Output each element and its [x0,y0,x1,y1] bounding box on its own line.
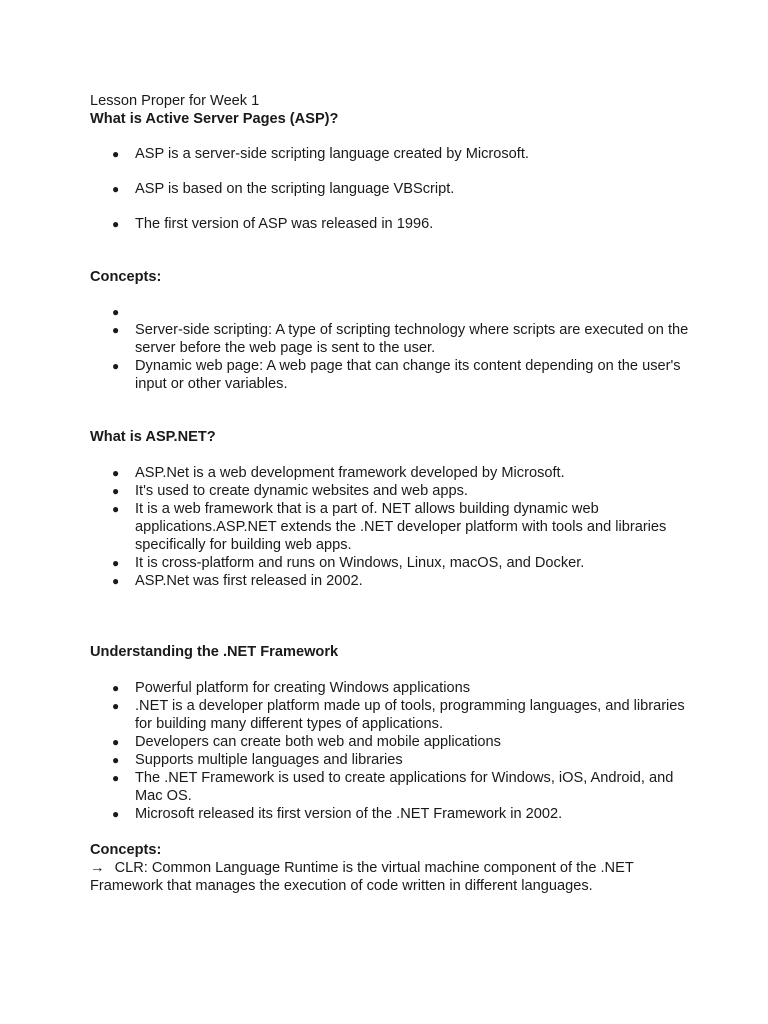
concepts-list [90,303,690,393]
bullet-icon: ● [112,182,120,196]
document-page [90,92,690,895]
list-item: ● Server-side scripting: A type of scripting technology where scripts are executed on the server before the web page is sent to the user. [112,322,689,356]
list-item: ● It is a web framework that is a part of. NET allows building dynamic web applications.ASP.NET extends the .NET developer platform with tools and libraries specifically for building web apps. [112,501,667,553]
bullet-icon: ● [112,502,120,516]
list-item: ● It is cross-platform and runs on Windows, Linux, macOS, and Docker. [112,555,585,571]
aspnet-list [90,464,690,590]
list-item: ● Supports multiple languages and libraries [112,752,403,768]
dotnet-list [90,679,690,823]
list-item: ● Dynamic web page: A web page that can change its content depending on the user's input or other variables. [112,358,681,392]
list-item: ● It's used to create dynamic websites and web apps. [112,483,468,499]
list-item: ● ASP.Net was first released in 2002. [112,573,363,589]
bullet-icon: ● [112,681,120,695]
bullet-icon: ● [112,217,120,231]
list-item: ● Microsoft released its first version of the .NET Framework in 2002. [112,806,563,822]
list-item: ● .NET is a developer platform made up of tools, programming languages, and libraries for building many different types of applications. [112,698,685,732]
clr-paragraph [90,859,690,895]
bullet-icon: ● [112,484,120,498]
list-item: ● Powerful platform for creating Windows applications [112,680,470,696]
aspnet-heading: What is ASP.NET? [90,429,216,445]
clr-text: CLR: Common Language Runtime is the virtual machine component of the .NET Framework that manages the execution of code written in different languages. [90,860,634,894]
asp-list [90,145,690,233]
bullet-icon: ● [112,771,120,785]
list-item: ● The .NET Framework is used to create applications for Windows, iOS, Android, and Mac OS. [112,770,674,804]
dotnet-heading: Understanding the .NET Framework [90,644,339,660]
bullet-icon: ● [112,574,120,588]
bullet-icon: ● [112,556,120,570]
arrow-icon: → [90,860,105,876]
list-item: ● The first version of ASP was released in 1996. [112,216,434,232]
bullet-icon: ● [112,807,120,821]
list-item [90,303,690,321]
bullet-icon: ● [112,305,120,319]
list-item: ● ASP is a server-side scripting language created by Microsoft. [112,146,529,162]
bullet-icon: ● [112,735,120,749]
list-item: ● ASP.Net is a web development framework developed by Microsoft. [112,465,565,481]
asp-heading: What is Active Server Pages (ASP)? [90,111,339,127]
lesson-title: Lesson Proper for Week 1 [90,93,260,109]
list-item: ● ASP is based on the scripting language VBScript. [112,181,455,197]
bullet-icon: ● [112,466,120,480]
list-item: ● Developers can create both web and mobile applications [112,734,501,750]
bullet-icon: ● [112,753,120,767]
concepts2-heading: Concepts: [90,842,162,858]
bullet-icon: ● [112,359,120,373]
concepts-heading: Concepts: [90,269,162,285]
bullet-icon: ● [112,323,120,337]
bullet-icon: ● [112,699,120,713]
bullet-icon: ● [112,147,120,161]
